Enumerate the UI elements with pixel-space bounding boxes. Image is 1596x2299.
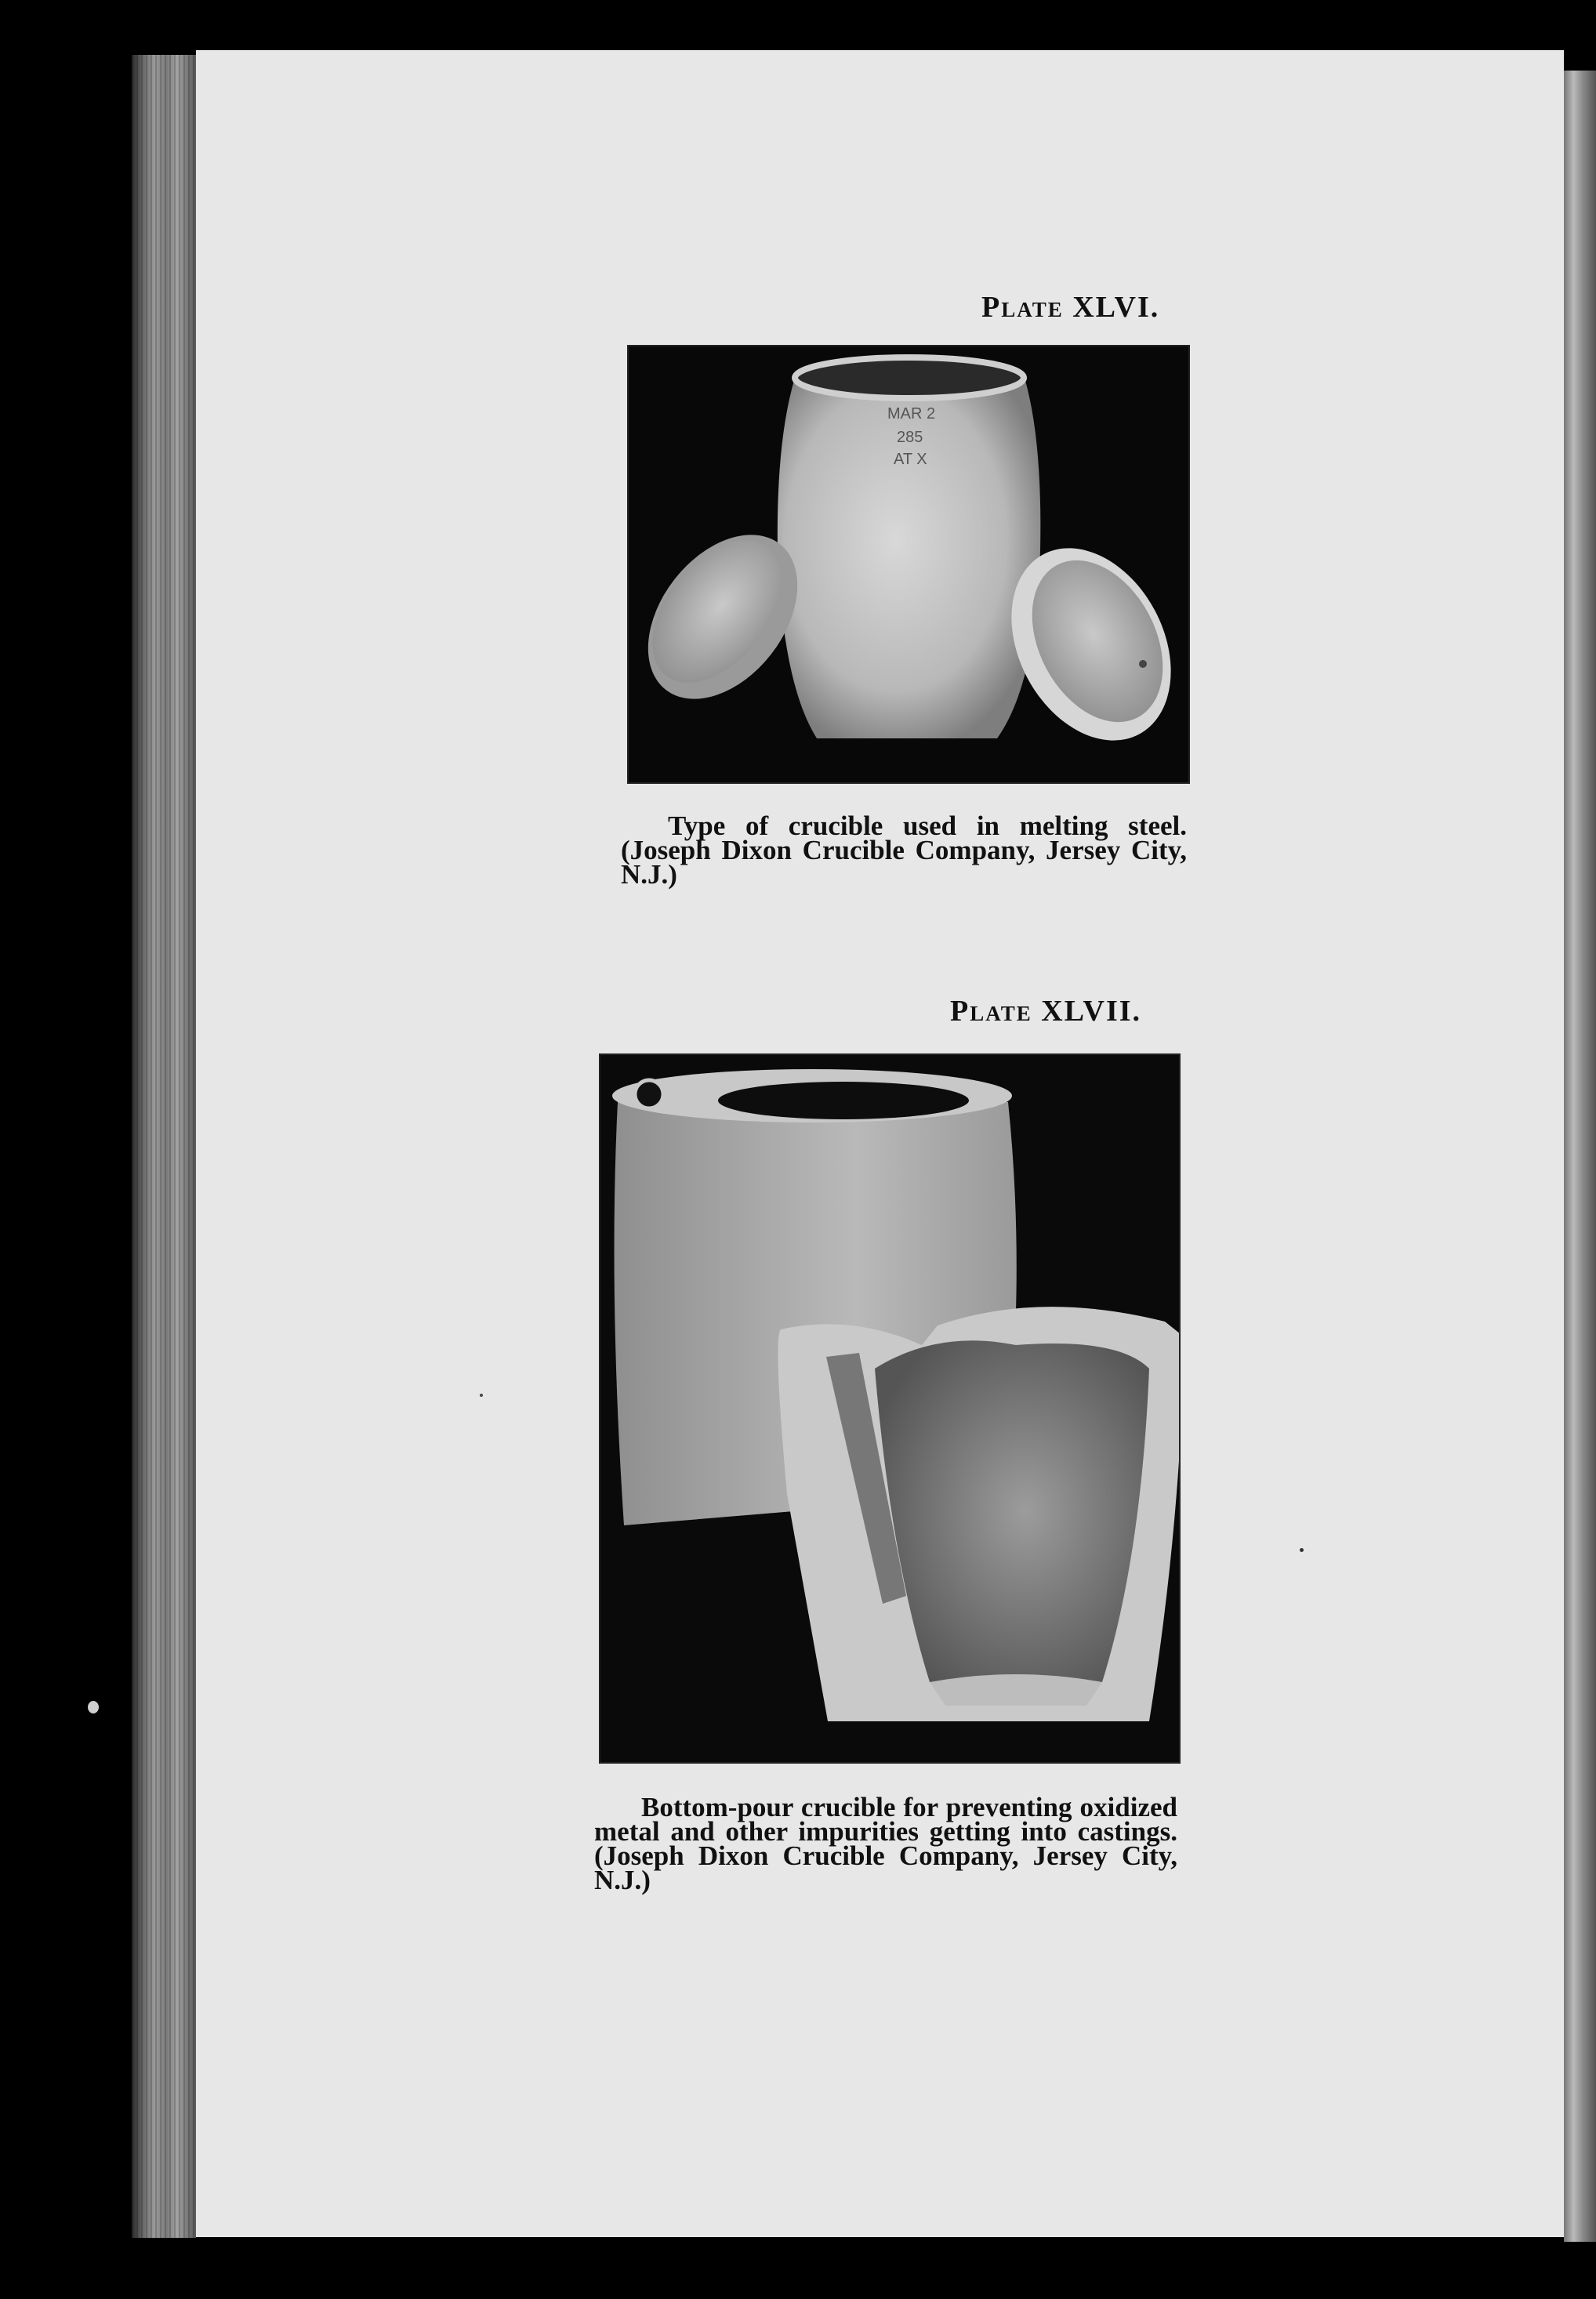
plate-46-photo xyxy=(627,345,1190,784)
plate-47-caption xyxy=(594,1792,1177,1895)
page-right-edge xyxy=(1564,71,1596,2242)
scan-speck xyxy=(1300,1548,1304,1552)
plate-46-caption xyxy=(621,810,1187,890)
crucible-with-lids-image xyxy=(629,346,1188,782)
plate-47-caption-text: Bottom-pour crucible for preventing oxidized metal and other impurities getting into castings. (Joseph Dixon Crucible Company, Jersey City, N.J.) xyxy=(594,1792,1177,1895)
crucible-marking-3: AT X xyxy=(894,451,927,468)
crucible-marking-2: 285 xyxy=(897,429,923,446)
plate-46-label: Plate XLVI. xyxy=(981,291,1160,324)
plate-47-photo xyxy=(599,1053,1181,1764)
book-spine xyxy=(132,55,196,2238)
plate-47-label: Plate XLVII. xyxy=(950,995,1142,1028)
plate-46-caption-text: Type of crucible used in melting steel. (Joseph Dixon Crucible Company, Jersey City, N.J.) xyxy=(621,810,1187,890)
scan-speck xyxy=(480,1394,483,1397)
crucible-marking-1: MAR 2 xyxy=(887,405,936,422)
bottom-pour-crucible-image xyxy=(600,1055,1179,1762)
scan-speck xyxy=(88,1701,99,1713)
